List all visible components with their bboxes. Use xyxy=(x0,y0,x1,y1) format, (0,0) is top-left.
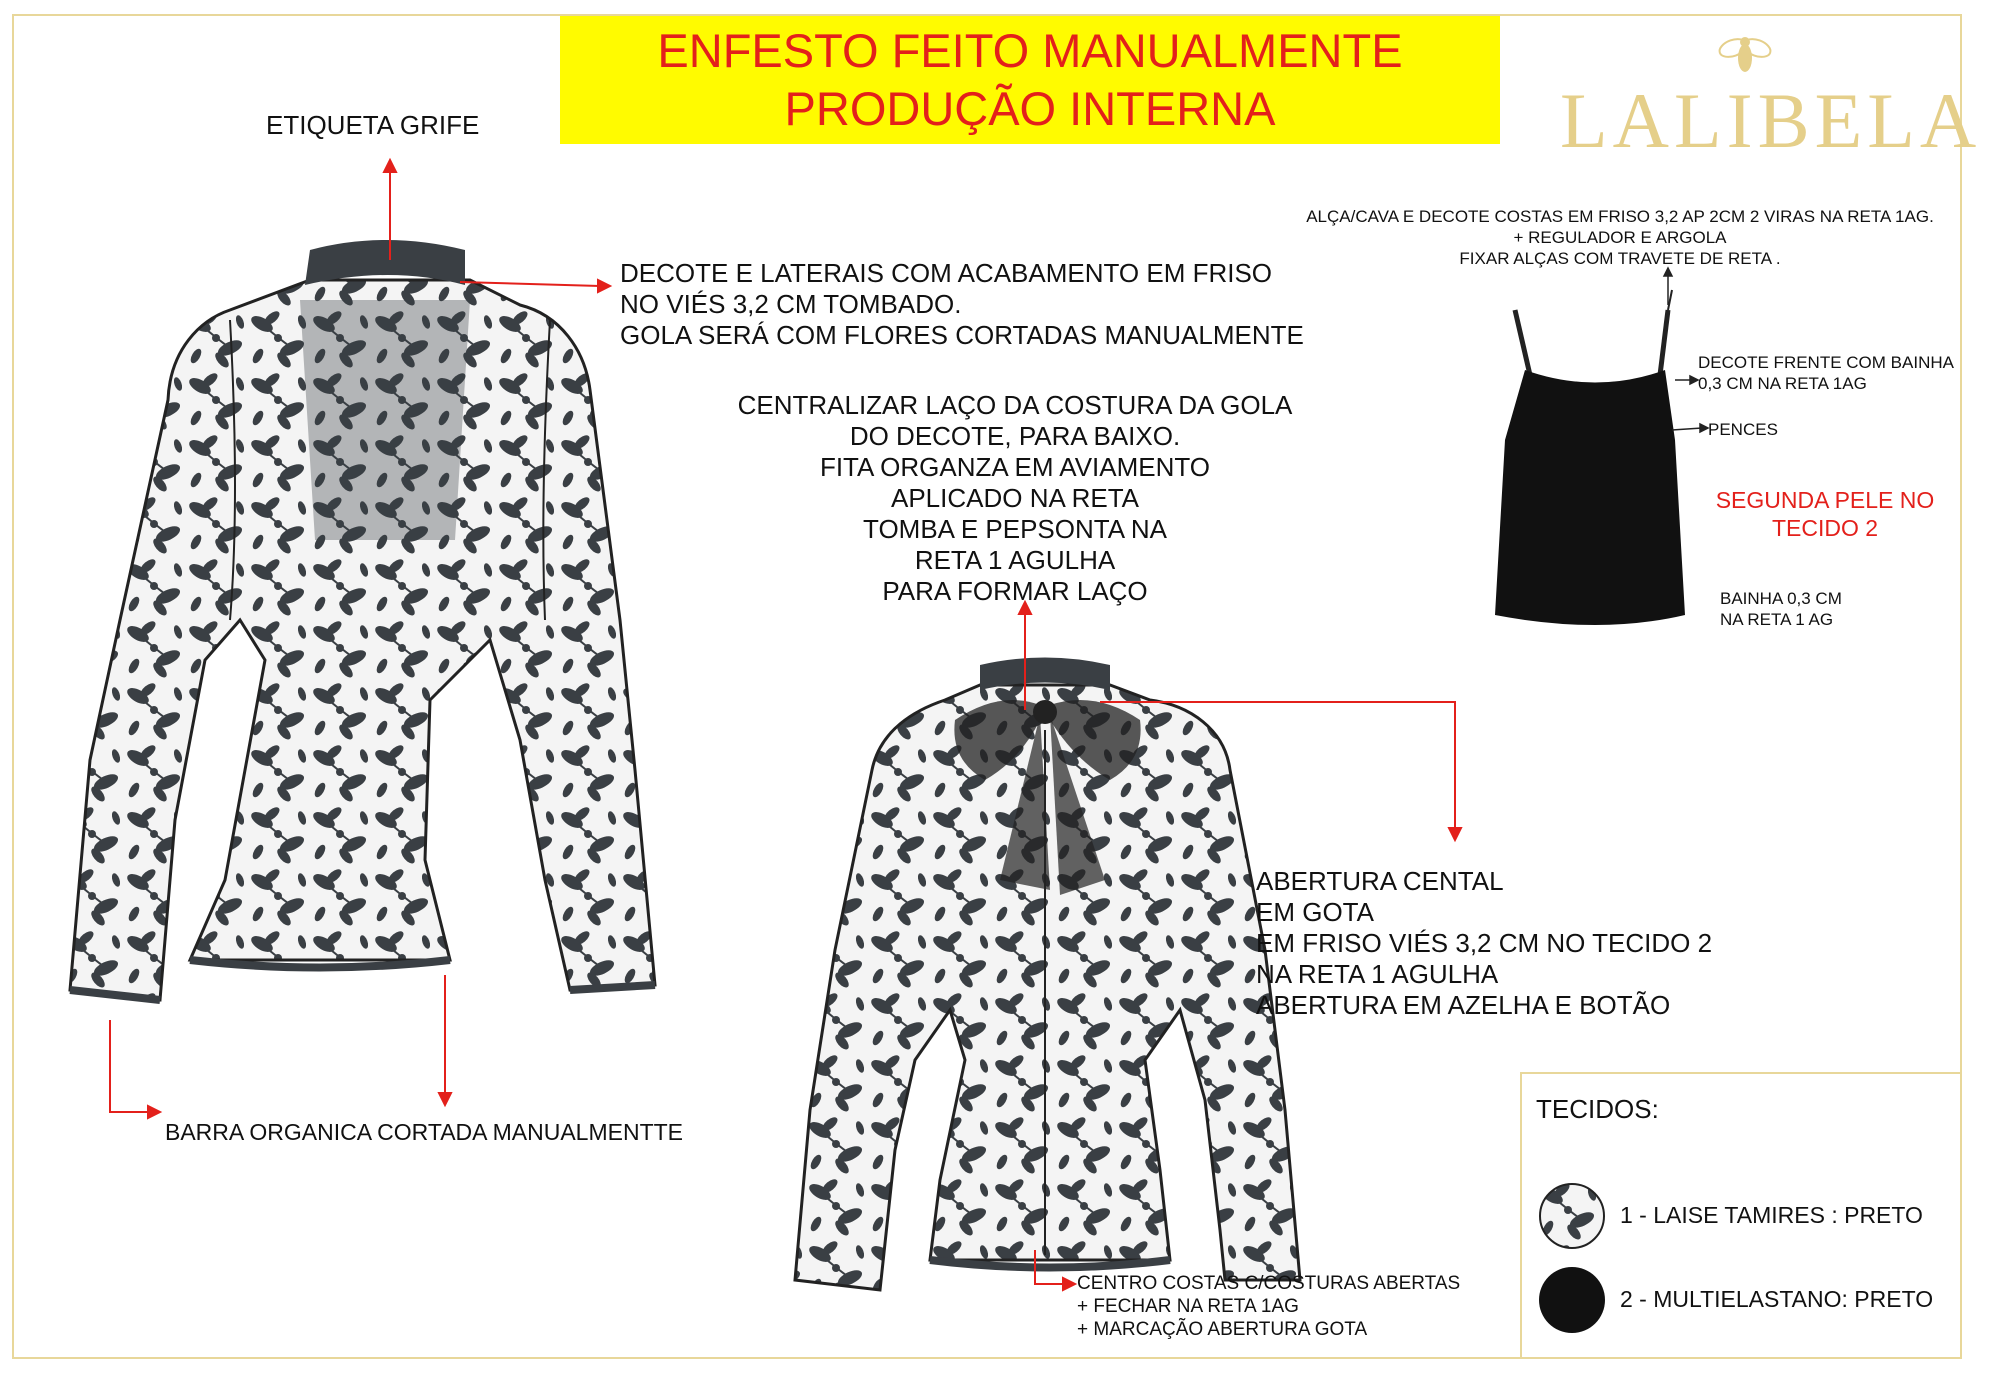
camisole-drawing xyxy=(1495,290,1685,625)
note-segunda-pele: SEGUNDA PELE NO TECIDO 2 xyxy=(1715,487,1935,541)
production-banner xyxy=(560,16,1500,144)
front-blouse-drawing xyxy=(795,658,1300,1291)
lace-swatch-icon xyxy=(1538,1182,1606,1250)
note-laco: CENTRALIZAR LAÇO DA COSTURA DA GOLA DO DECOTE, PARA BAIXO. FITA ORGANZA EM AVIAMENTO APLICADO NA RETA TOMBA E PEPSONTA NA RETA 1 AGULHA PARA FORMAR LAÇO xyxy=(737,390,1293,606)
back-blouse-drawing xyxy=(70,240,655,1000)
banner-line-1: ENFESTO FEITO MANUALMENTE xyxy=(657,24,1403,77)
legend-title: TECIDOS: xyxy=(1536,1094,1659,1124)
note-barra: BARRA ORGANICA CORTADA MANUALMENTTE xyxy=(165,1119,684,1145)
brand-logo xyxy=(1560,30,1982,164)
note-alca: ALÇA/CAVA E DECOTE COSTAS EM FRISO 3,2 AP 2CM 2 VIRAS NA RETA 1AG. + REGULADOR E ARGOLA FIXAR ALÇAS COM TRAVETE DE RETA . xyxy=(1306,207,1934,268)
black-swatch-icon xyxy=(1538,1266,1606,1334)
note-abertura: ABERTURA CENTAL EM GOTA EM FRISO VIÉS 3,2 CM NO TECIDO 2 NA RETA 1 AGULHA ABERTURA EM AZELHA E BOTÃO xyxy=(1256,866,1713,1020)
note-decote-frente: DECOTE FRENTE COM BAINHA 0,3 CM NA RETA 1AG xyxy=(1698,353,1954,393)
banner-line-2: PRODUÇÃO INTERNA xyxy=(784,82,1276,135)
note-centro-costas: CENTRO COSTAS C/COSTURAS ABERTAS + FECHAR NA RETA 1AG + MARCAÇÃO ABERTURA GOTA xyxy=(1077,1273,1461,1340)
note-bainha: BAINHA 0,3 CM NA RETA 1 AG xyxy=(1720,589,1842,629)
brand-name: LALIBELA xyxy=(1560,77,1982,164)
note-decote: DECOTE E LATERAIS COM ACABAMENTO EM FRISO NO VIÉS 3,2 CM TOMBADO. GOLA SERÁ COM FLORES CORTADAS MANUALMENTE xyxy=(620,258,1304,350)
bee-icon xyxy=(1715,30,1775,78)
legend-item-1-label: 1 - LAISE TAMIRES : PRETO xyxy=(1620,1202,1923,1228)
fabric-legend xyxy=(1520,1072,1962,1359)
legend-item-2-label: 2 - MULTIELASTANO: PRETO xyxy=(1620,1286,1934,1312)
note-etiqueta: ETIQUETA GRIFE xyxy=(266,110,480,140)
note-pences: PENCES xyxy=(1708,420,1778,439)
